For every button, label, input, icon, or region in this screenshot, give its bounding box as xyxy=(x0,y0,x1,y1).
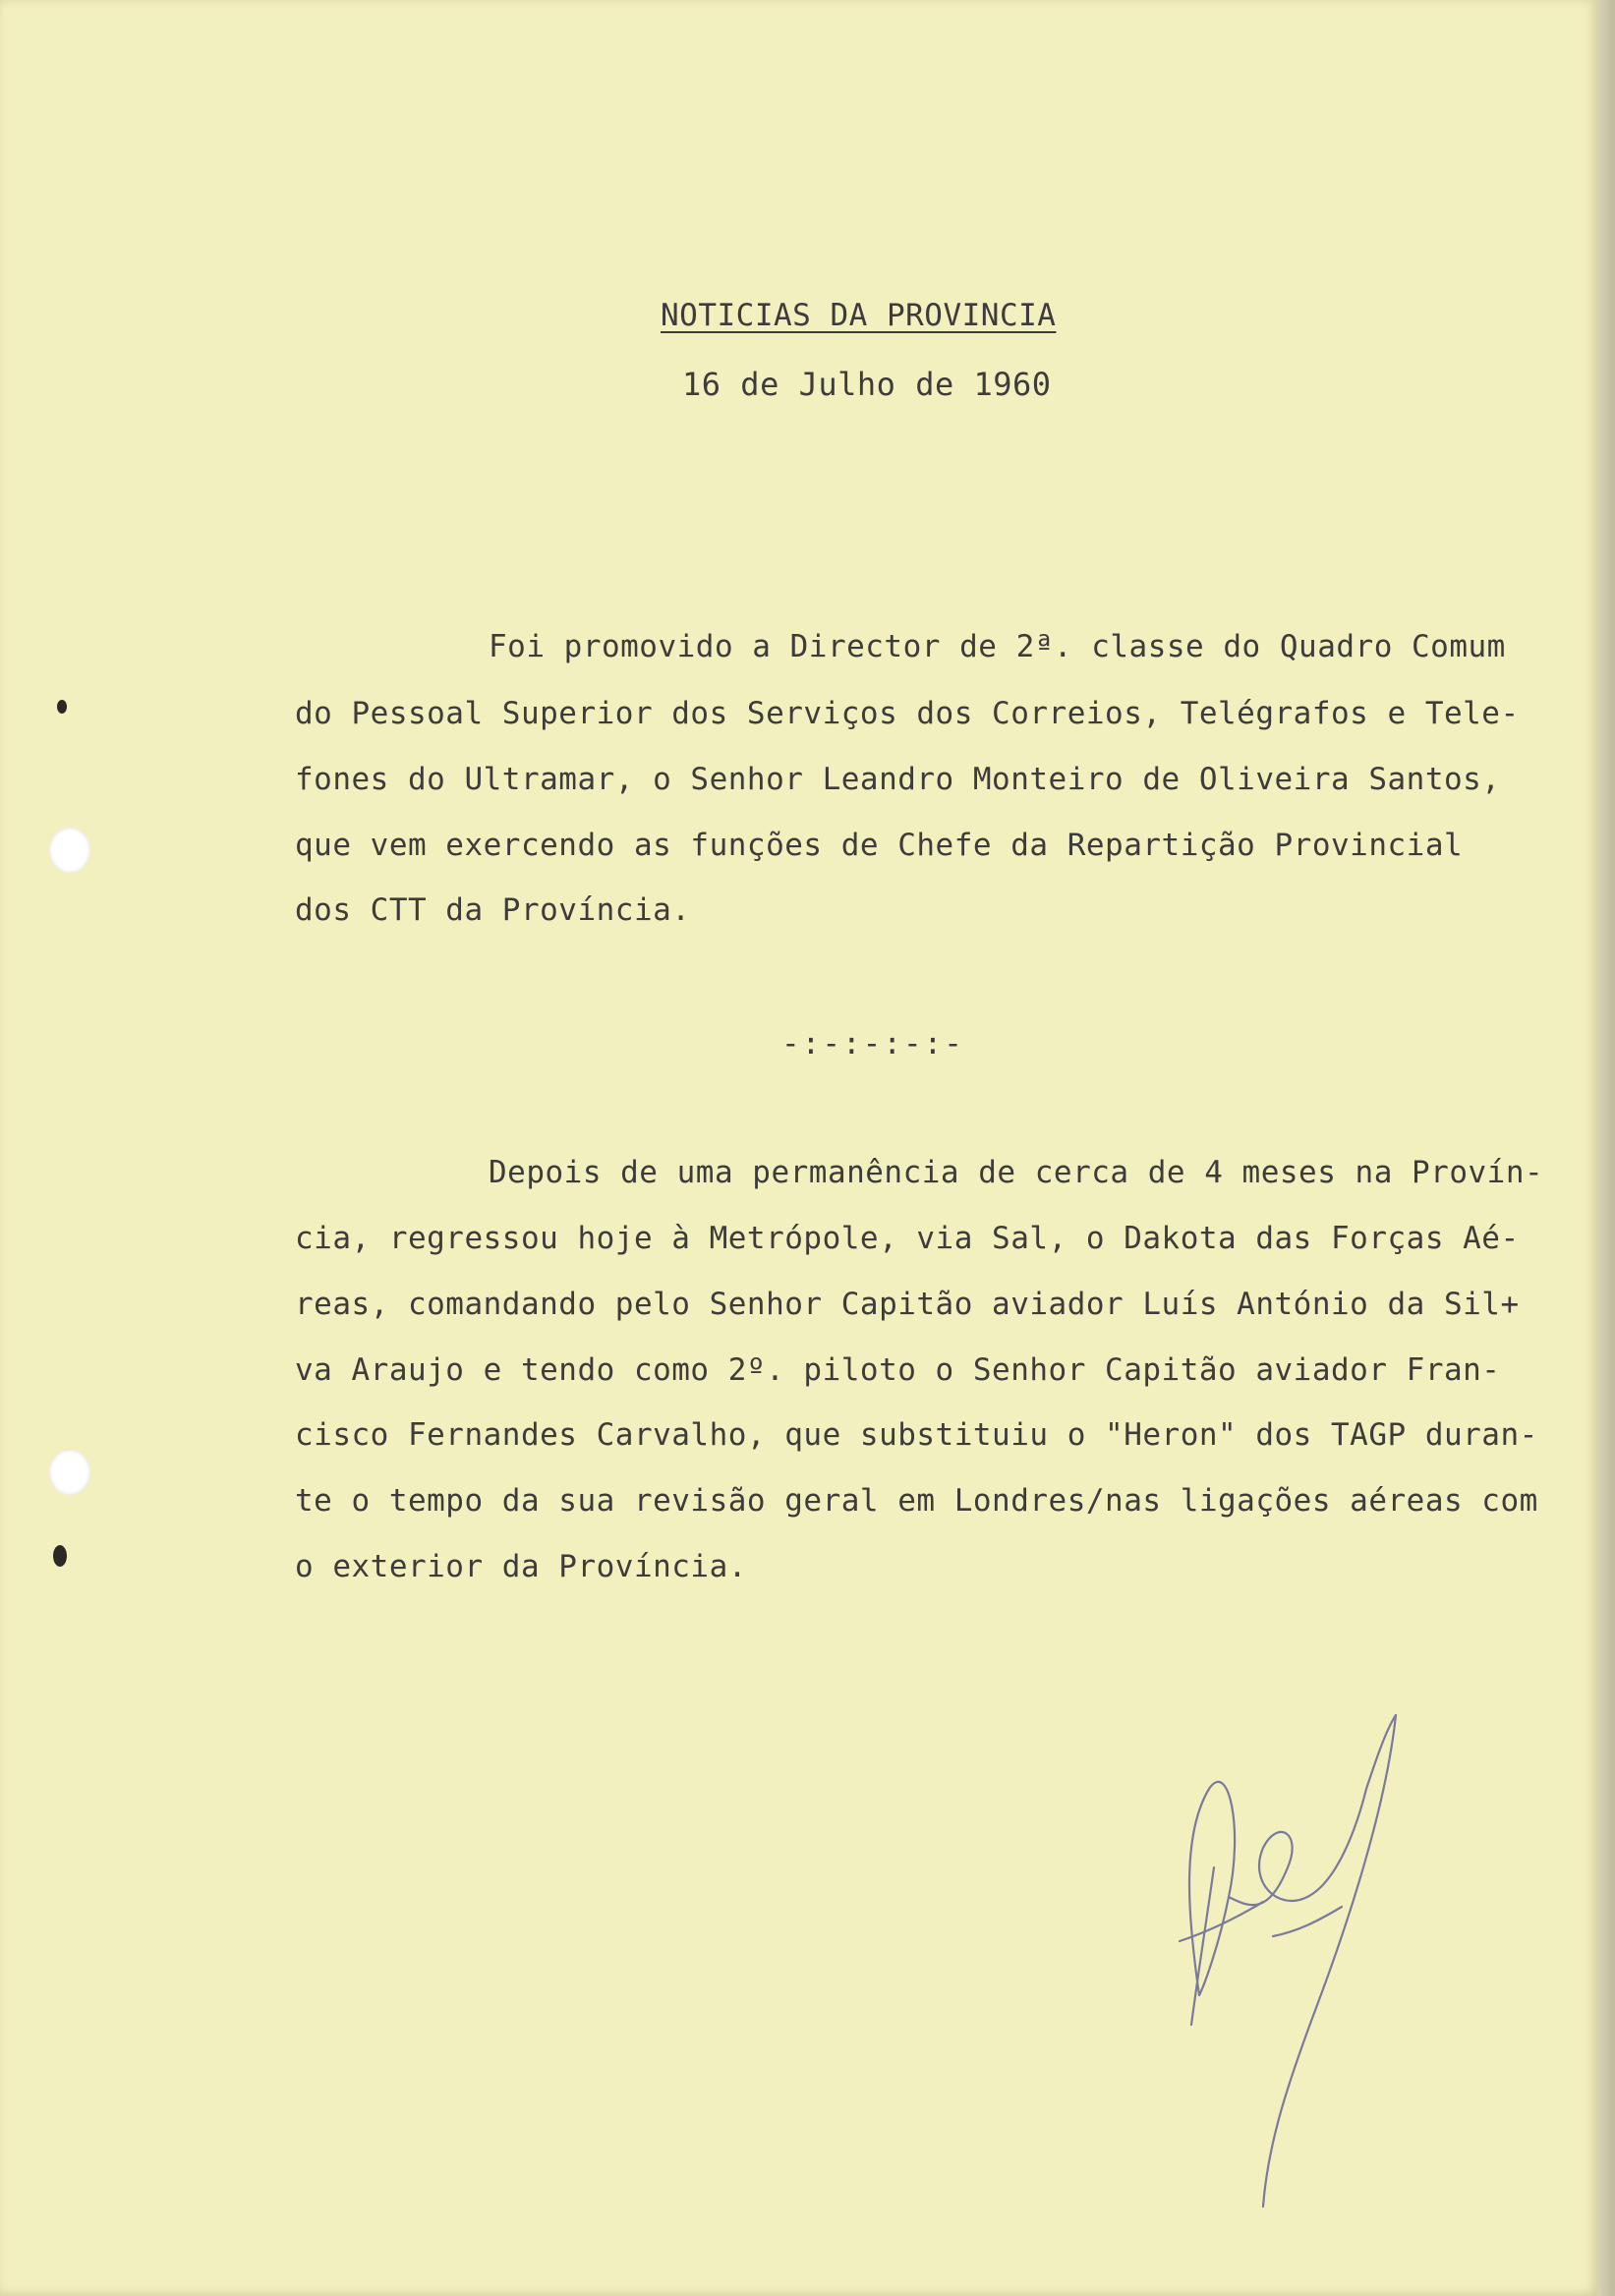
section-separator: -:-:-:-:- xyxy=(781,1026,964,1062)
page-edge xyxy=(1597,0,1615,2296)
punch-hole-top xyxy=(49,828,90,873)
handwritten-signature xyxy=(1170,1671,1504,2221)
paragraph-2-line-1: Depois de uma permanência de cerca de 4 meses na Provín- xyxy=(489,1155,1544,1190)
paragraph-2-line-2: cia, regressou hoje à Metrópole, via Sal, o Dakota das Forças Aé- xyxy=(295,1221,1520,1256)
paragraph-1-line-3: fones do Ultramar, o Senhor Leandro Monteiro de Oliveira Santos, xyxy=(295,762,1501,797)
paragraph-2-line-5: cisco Fernandes Carvalho, que substituiu o "Heron" dos TAGP duran- xyxy=(295,1417,1538,1453)
punch-hole-bottom xyxy=(49,1450,90,1495)
paragraph-2-line-4: va Araujo e tendo como 2º. piloto o Senhor Capitão aviador Fran- xyxy=(295,1352,1501,1388)
paragraph-2-line-3: reas, comandando pelo Senhor Capitão aviador Luís António da Sil+ xyxy=(295,1287,1520,1322)
ink-spot xyxy=(53,1545,67,1567)
document-date: 16 de Julho de 1960 xyxy=(682,366,1052,403)
ink-spot xyxy=(57,700,67,714)
paragraph-1-line-4: que vem exercendo as funções de Chefe da Repartição Provincial xyxy=(295,828,1464,863)
paragraph-1-line-5: dos CTT da Província. xyxy=(295,892,691,928)
document-heading: NOTICIAS DA PROVINCIA xyxy=(661,298,1057,333)
paragraph-1-line-1: Foi promovido a Director de 2ª. classe do Quadro Comum xyxy=(489,629,1506,664)
paragraph-2-line-6: te o tempo da sua revisão geral em Londres/nas ligações aéreas com xyxy=(295,1483,1538,1519)
paragraph-2-line-7: o exterior da Província. xyxy=(295,1549,747,1584)
paragraph-1-line-2: do Pessoal Superior dos Serviços dos Correios, Telégrafos e Tele- xyxy=(295,696,1520,731)
